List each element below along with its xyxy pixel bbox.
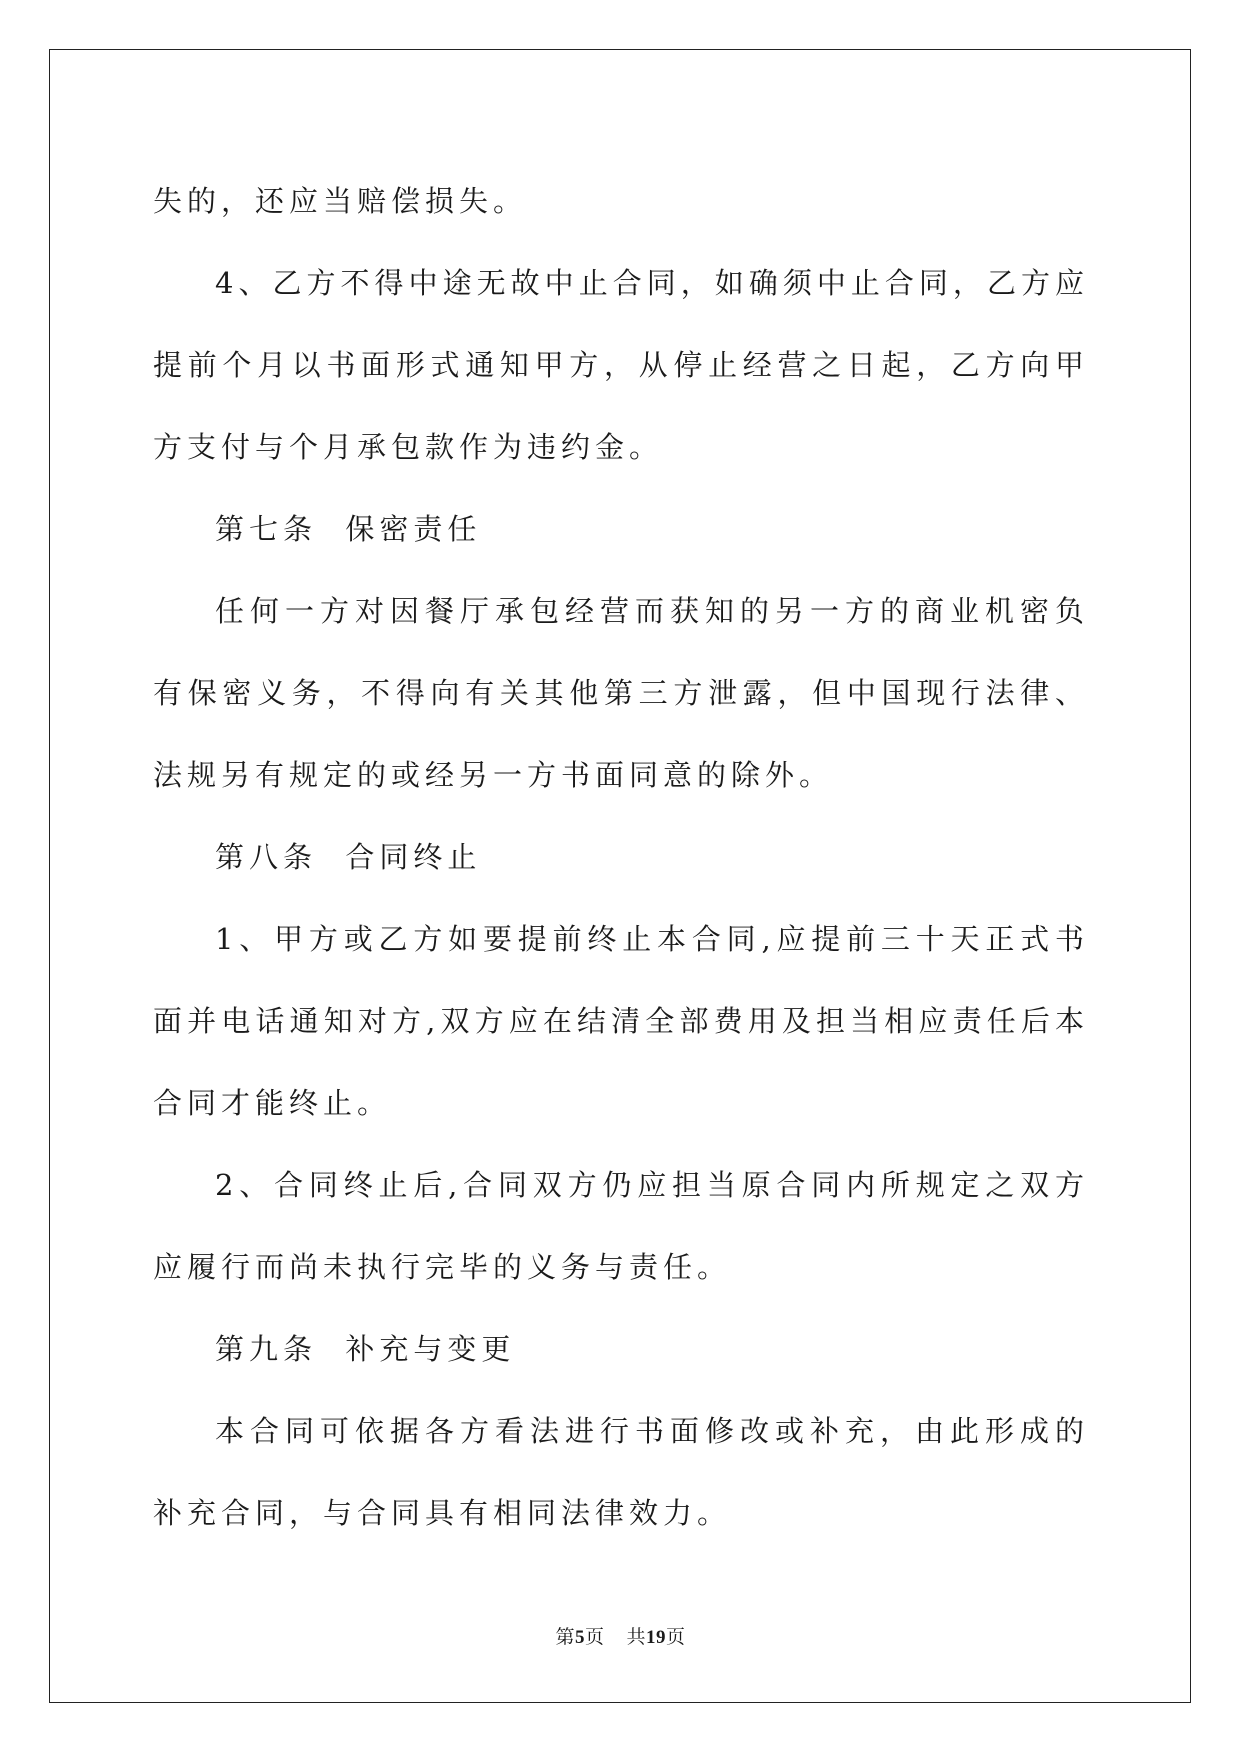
page-footer bbox=[0, 1622, 1241, 1649]
total-suffix: 页 bbox=[666, 1626, 686, 1648]
paragraph-confidentiality: 任何一方对因餐厅承包经营而获知的另一方的商业机密负有保密义务，不得向有关其他第三方泄露，但中国现行法律、法规另有规定的或经另一方书面同意的除外。 bbox=[153, 594, 1089, 792]
paragraph-termination-1: 1、甲方或乙方如要提前终止本合同,应提前三十天正式书面并电话通知对方,双方应在结清全部费用及担当相应责任后本合同才能终止。 bbox=[153, 922, 1089, 1120]
paragraph-termination-2: 2、合同终止后,合同双方仍应担当原合同内所规定之双方应履行而尚未执行完毕的义务与责任。 bbox=[153, 1168, 1089, 1284]
section-heading-article-7: 第七条 保密责任 bbox=[215, 512, 482, 546]
total-prefix: 共 bbox=[626, 1626, 647, 1648]
document-body bbox=[153, 160, 1089, 1554]
section-heading-article-9: 第九条 补充与变更 bbox=[215, 1332, 516, 1366]
section-heading-article-8: 第八条 合同终止 bbox=[215, 840, 482, 874]
paragraph-amendment: 本合同可依据各方看法进行书面修改或补充，由此形成的补充合同，与合同具有相同法律效力。 bbox=[153, 1414, 1089, 1530]
total-pages: 19 bbox=[646, 1627, 667, 1648]
page-number: 5 bbox=[574, 1627, 585, 1648]
paragraph-clause-4: 4、乙方不得中途无故中止合同，如确须中止合同，乙方应提前个月以书面形式通知甲方，从停止经营之日起，乙方向甲方支付与个月承包款作为违约金。 bbox=[153, 266, 1089, 464]
page-suffix: 页 bbox=[584, 1626, 605, 1648]
paragraph-continuation: 失的，还应当赔偿损失。 bbox=[153, 184, 528, 218]
page-prefix: 第 bbox=[555, 1626, 575, 1648]
